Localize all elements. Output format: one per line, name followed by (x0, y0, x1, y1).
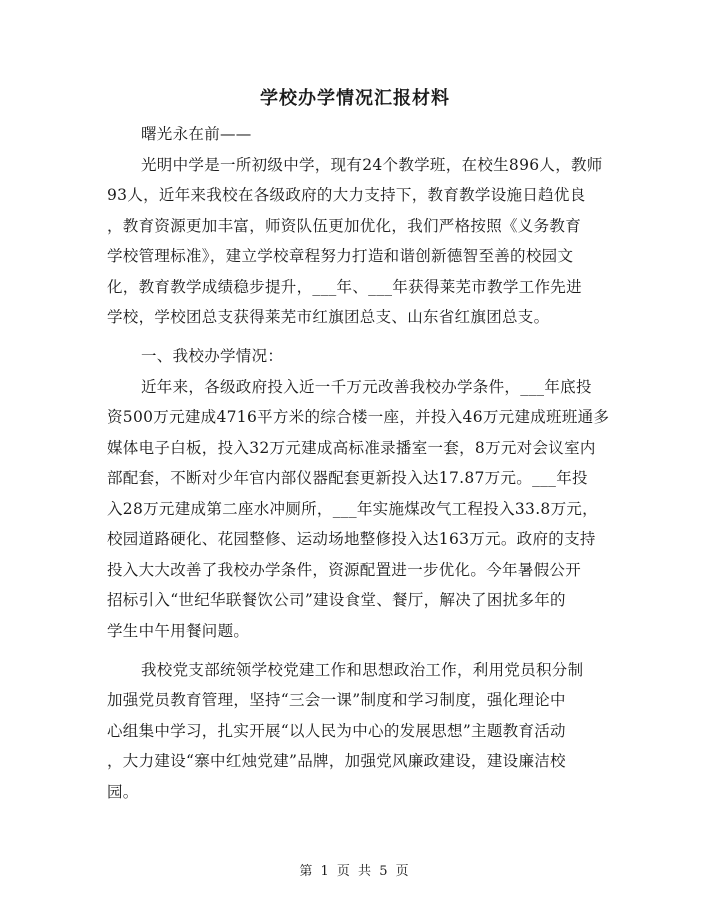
page-footer: 第 1 页 共 5 页 (299, 864, 411, 879)
paragraph-line: 加强党员教育管理，坚持“三会一课”制度和学习制度，强化理论中 (107, 691, 566, 709)
paragraph-line: 学校，学校团总支获得莱芜市红旗团总支、山东省红旗团总支。 (107, 308, 550, 326)
paragraph-line: 校园道路硬化、花园整修、运动场地整修投入达163万元。政府的支持 (107, 530, 596, 548)
paragraph-line: 学校管理标准》，建立学校章程努力打造和谐创新德智至善的校园文 (107, 247, 574, 265)
paragraph-line: ，大力建设“寨中红烛党建”品牌，加强党风廉政建设，建设廉洁校 (107, 752, 566, 770)
paragraph-line: 入28万元建成第二座水冲厕所，___年实施煤改气工程投入33.8万元， (107, 500, 598, 518)
paragraph-line: 近年来，各级政府投入近一千万元改善我校办学条件，___年底投 (141, 378, 592, 396)
paragraph-line: 媒体电子白板，投入32万元建成高标准录播室一套，8万元对会议室内 (107, 439, 596, 457)
paragraph-line: 招标引入“世纪华联餐饮公司”建设食堂、餐厅，解决了困扰多年的 (107, 591, 566, 609)
paragraph-line: 我校党支部统领学校党建工作和思想政治工作，利用党员积分制 (141, 661, 584, 679)
paragraph-line: 光明中学是一所初级中学，现有24个教学班，在校生896人，教师 (141, 156, 603, 174)
author-line: 曙光永在前—— (141, 125, 252, 143)
paragraph-line: 学生中午用餐问题。 (107, 622, 250, 640)
paragraph-line: 化，教育教学成绩稳步提升，___年、___年获得莱芜市教学工作先进 (107, 278, 582, 296)
paragraph-line: 园。 (107, 783, 139, 801)
paragraph-line: 心组集中学习，扎实开展“以人民为中心的发展思想”主题教育活动 (107, 722, 566, 740)
document-title: 学校办学情况汇报材料 (260, 88, 450, 109)
paragraph-line: 资500万元建成4716平方米的综合楼一座，并投入46万元建成班班通多 (107, 408, 610, 426)
section-heading: 一、我校办学情况： (141, 347, 284, 365)
paragraph-line: 部配套，不断对少年官内部仪器配套更新投入达17.87万元。___年投 (107, 469, 588, 487)
paragraph-line: 投入大大改善了我校办学条件，资源配置进一步优化。今年暑假公开 (107, 561, 582, 579)
paragraph-line: 93人，近年来我校在各级政府的大力支持下，教育教学设施日趋优良 (107, 186, 586, 204)
paragraph-line: ，教育资源更加丰富，师资队伍更加优化，我们严格按照《义务教育 (107, 217, 582, 235)
